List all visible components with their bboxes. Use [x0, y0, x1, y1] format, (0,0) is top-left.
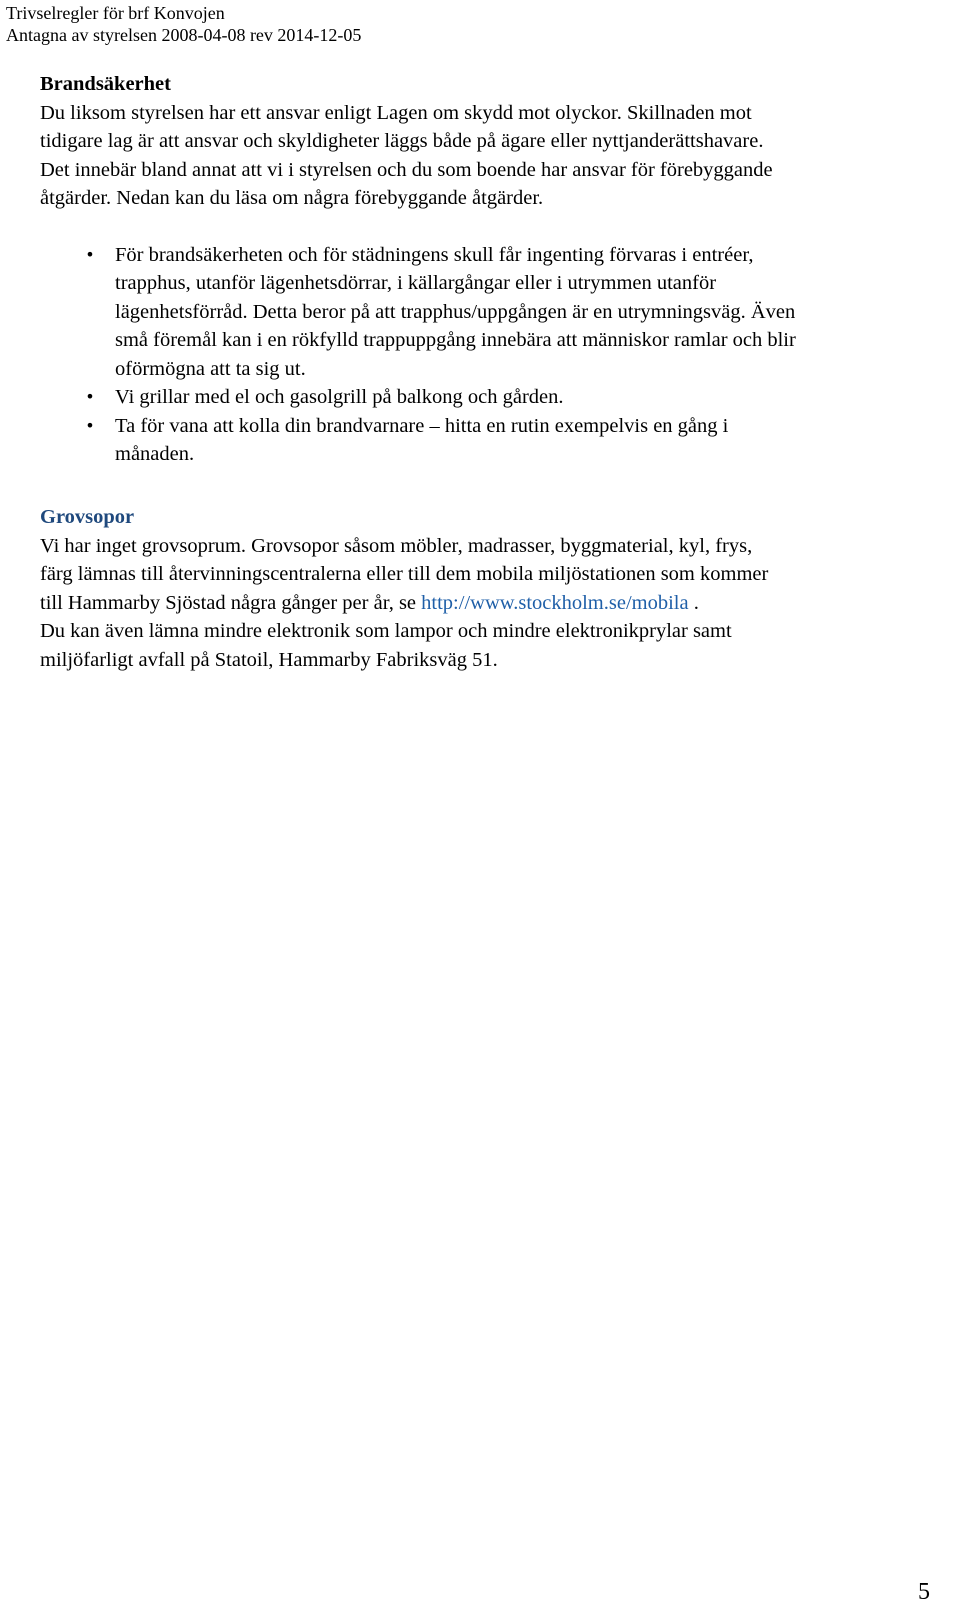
bullet-icon: • — [85, 244, 95, 264]
fire-safety-list — [40, 241, 940, 469]
stockholm-mobila-link[interactable]: http://www.stockholm.se/mobila — [421, 591, 689, 614]
list-item — [40, 412, 940, 469]
paragraph-line: färg lämnas till återvinningscentralerna eller till dem mobila miljöstationen som kommer — [40, 563, 769, 585]
paragraph-line: Det innebär bland annat att vi i styrelsen och du som boende har ansvar för förebyggande — [40, 158, 773, 181]
page-number: 5 — [918, 1579, 930, 1605]
bullet-icon: • — [85, 415, 95, 435]
list-item-line: månaden. — [115, 443, 195, 465]
paragraph-line: Vi har inget grovsoprum. Grovsopor såsom möbler, madrasser, byggmaterial, kyl, frys, — [40, 534, 753, 557]
list-item-line: Vi grillar med el och gasolgrill på balkong och gården. — [115, 386, 564, 408]
list-item-line: För brandsäkerheten och för städningens skull får ingenting förvaras i entréer, — [115, 243, 754, 266]
paragraph-line: åtgärder. Nedan kan du läsa om några förebyggande åtgärder. — [40, 187, 544, 209]
paragraph-line: Du kan även lämna mindre elektronik som lampor och mindre elektronikprylar samt — [40, 620, 732, 642]
list-item-line: Ta för vana att kolla din brandvarnare – hitta en rutin exempelvis en gång i — [115, 414, 729, 437]
list-item-line: trapphus, utanför lägenhetsdörrar, i källargångar eller i utrymmen utanför — [115, 272, 717, 294]
paragraph-line: Du liksom styrelsen har ett ansvar enligt Lagen om skydd mot olyckor. Skillnaden mot — [40, 101, 752, 124]
paragraph-line: till Hammarby Sjöstad några gånger per år, se — [40, 591, 422, 614]
grovsopor-paragraph — [40, 532, 940, 675]
document-revision: Antagna av styrelsen 2008-04-08 rev 2014-12-05 — [6, 25, 362, 45]
section-brandsakerhet — [40, 70, 940, 469]
bullet-icon: • — [85, 387, 95, 406]
section-heading-grovsopor: Grovsopor — [40, 506, 135, 528]
list-item-line: små föremål kan i en rökfylld trappuppgång innebära att människor ramlar och blir — [115, 329, 796, 351]
list-item-line: lägenhetsförråd. Detta beror på att trapphus/uppgången är en utrymningsväg. Även — [115, 300, 796, 323]
section-heading-brandsakerhet: Brandsäkerhet — [40, 73, 171, 95]
document-header — [6, 2, 361, 46]
document-title: Trivselregler för brf Konvojen — [6, 3, 225, 23]
list-item — [40, 241, 940, 384]
paragraph-line: tidigare lag är att ansvar och skyldigheter läggs både på ägare eller nyttjanderättshavare. — [40, 130, 764, 152]
list-item — [40, 383, 940, 412]
paragraph-line-end: . — [688, 591, 699, 614]
intro-paragraph — [40, 99, 940, 213]
paragraph-line: miljöfarligt avfall på Statoil, Hammarby Fabriksväg 51. — [40, 648, 498, 671]
list-item-line: oförmögna att ta sig ut. — [115, 357, 306, 380]
section-grovsopor — [40, 503, 940, 674]
